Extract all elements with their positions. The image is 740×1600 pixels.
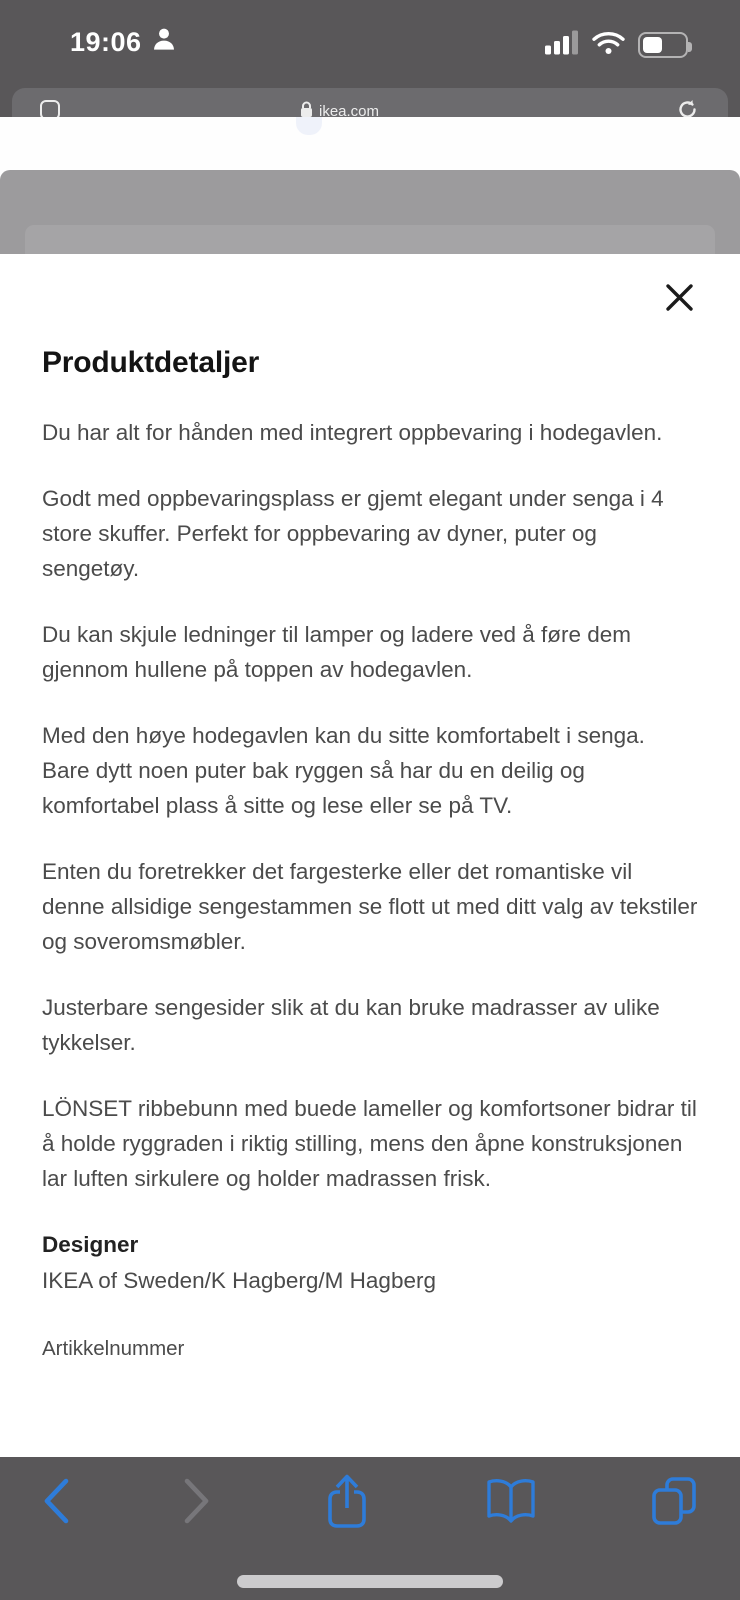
battery-icon (638, 32, 688, 58)
chevron-left-icon (42, 1477, 70, 1528)
close-icon (664, 282, 695, 316)
reload-icon[interactable] (677, 99, 698, 117)
home-indicator[interactable] (237, 1575, 503, 1588)
cellular-signal-icon (545, 30, 579, 60)
reader-icon[interactable] (40, 100, 60, 117)
domain-text: ikea.com (319, 103, 380, 117)
book-icon (484, 1477, 538, 1528)
dimmed-page-element (25, 225, 715, 254)
designer-label: Designer (42, 1232, 139, 1257)
description-paragraph: Enten du foretrekker det fargesterke eller det romantiske vil denne allsidige sengestammen se flott ut med ditt valg av tekstiler og soveromsmøbler. (42, 859, 698, 954)
focus-glow (296, 117, 322, 135)
address-bar[interactable] (12, 88, 728, 117)
tabs-icon (650, 1475, 698, 1530)
share-icon (323, 1472, 371, 1533)
wifi-icon (592, 31, 625, 60)
description-paragraph: Godt med oppbevaringsplass er gjemt elegant under senga i 4 store skuffer. Perfekt for oppbevaring av dyner, puter og sengetøy. (42, 486, 664, 581)
back-button[interactable] (42, 1477, 70, 1528)
share-button[interactable] (323, 1472, 371, 1533)
clock: 19:06 (70, 26, 142, 57)
product-details-sheet (0, 254, 740, 1457)
chevron-right-icon (183, 1477, 211, 1528)
description-paragraph: LÖNSET ribbebunn med buede lameller og komfortsoner bidrar til å holde ryggraden i riktig stilling, mens den åpne konstruksjonen lar luften sirkulere og holder madrassen frisk. (42, 1096, 697, 1191)
tabs-button[interactable] (650, 1475, 698, 1530)
battery-level (643, 37, 662, 53)
site-address[interactable] (300, 101, 379, 117)
description-paragraph: Du kan skjule ledninger til lamper og ladere ved å føre dem gjennom hullene på toppen av hodegavlen. (42, 622, 632, 682)
description-paragraph: Du har alt for hånden med integrert oppbevaring i hodegavlen. (42, 420, 663, 445)
article-number-label: Artikkelnummer (42, 1337, 185, 1360)
person-icon (151, 26, 177, 58)
status-and-address-bar-region (0, 0, 740, 117)
description-paragraph: Justerbare sengesider slik at du kan bruke madrasser av ulike tykkelser. (42, 995, 660, 1055)
status-bar (0, 0, 740, 88)
bookmarks-button[interactable] (484, 1477, 538, 1528)
dimmed-page-scrim[interactable] (0, 170, 740, 254)
sheet-body (42, 415, 698, 1361)
designer-section (42, 1227, 698, 1299)
description-paragraph: Med den høye hodegavlen kan du sitte komfortabelt i senga. Bare dytt noen puter bak ryggen så har du en deilig og komfortabel plass å sitte og lese eller se på TV. (42, 723, 645, 818)
sheet-title: Produktdetaljer (42, 346, 260, 379)
lock-icon (300, 101, 313, 117)
safari-toolbar (0, 1457, 740, 1600)
designer-value: IKEA of Sweden/K Hagberg/M Hagberg (42, 1268, 436, 1293)
close-button[interactable] (658, 278, 700, 320)
page-top-band (0, 117, 740, 170)
forward-button[interactable] (183, 1477, 211, 1528)
